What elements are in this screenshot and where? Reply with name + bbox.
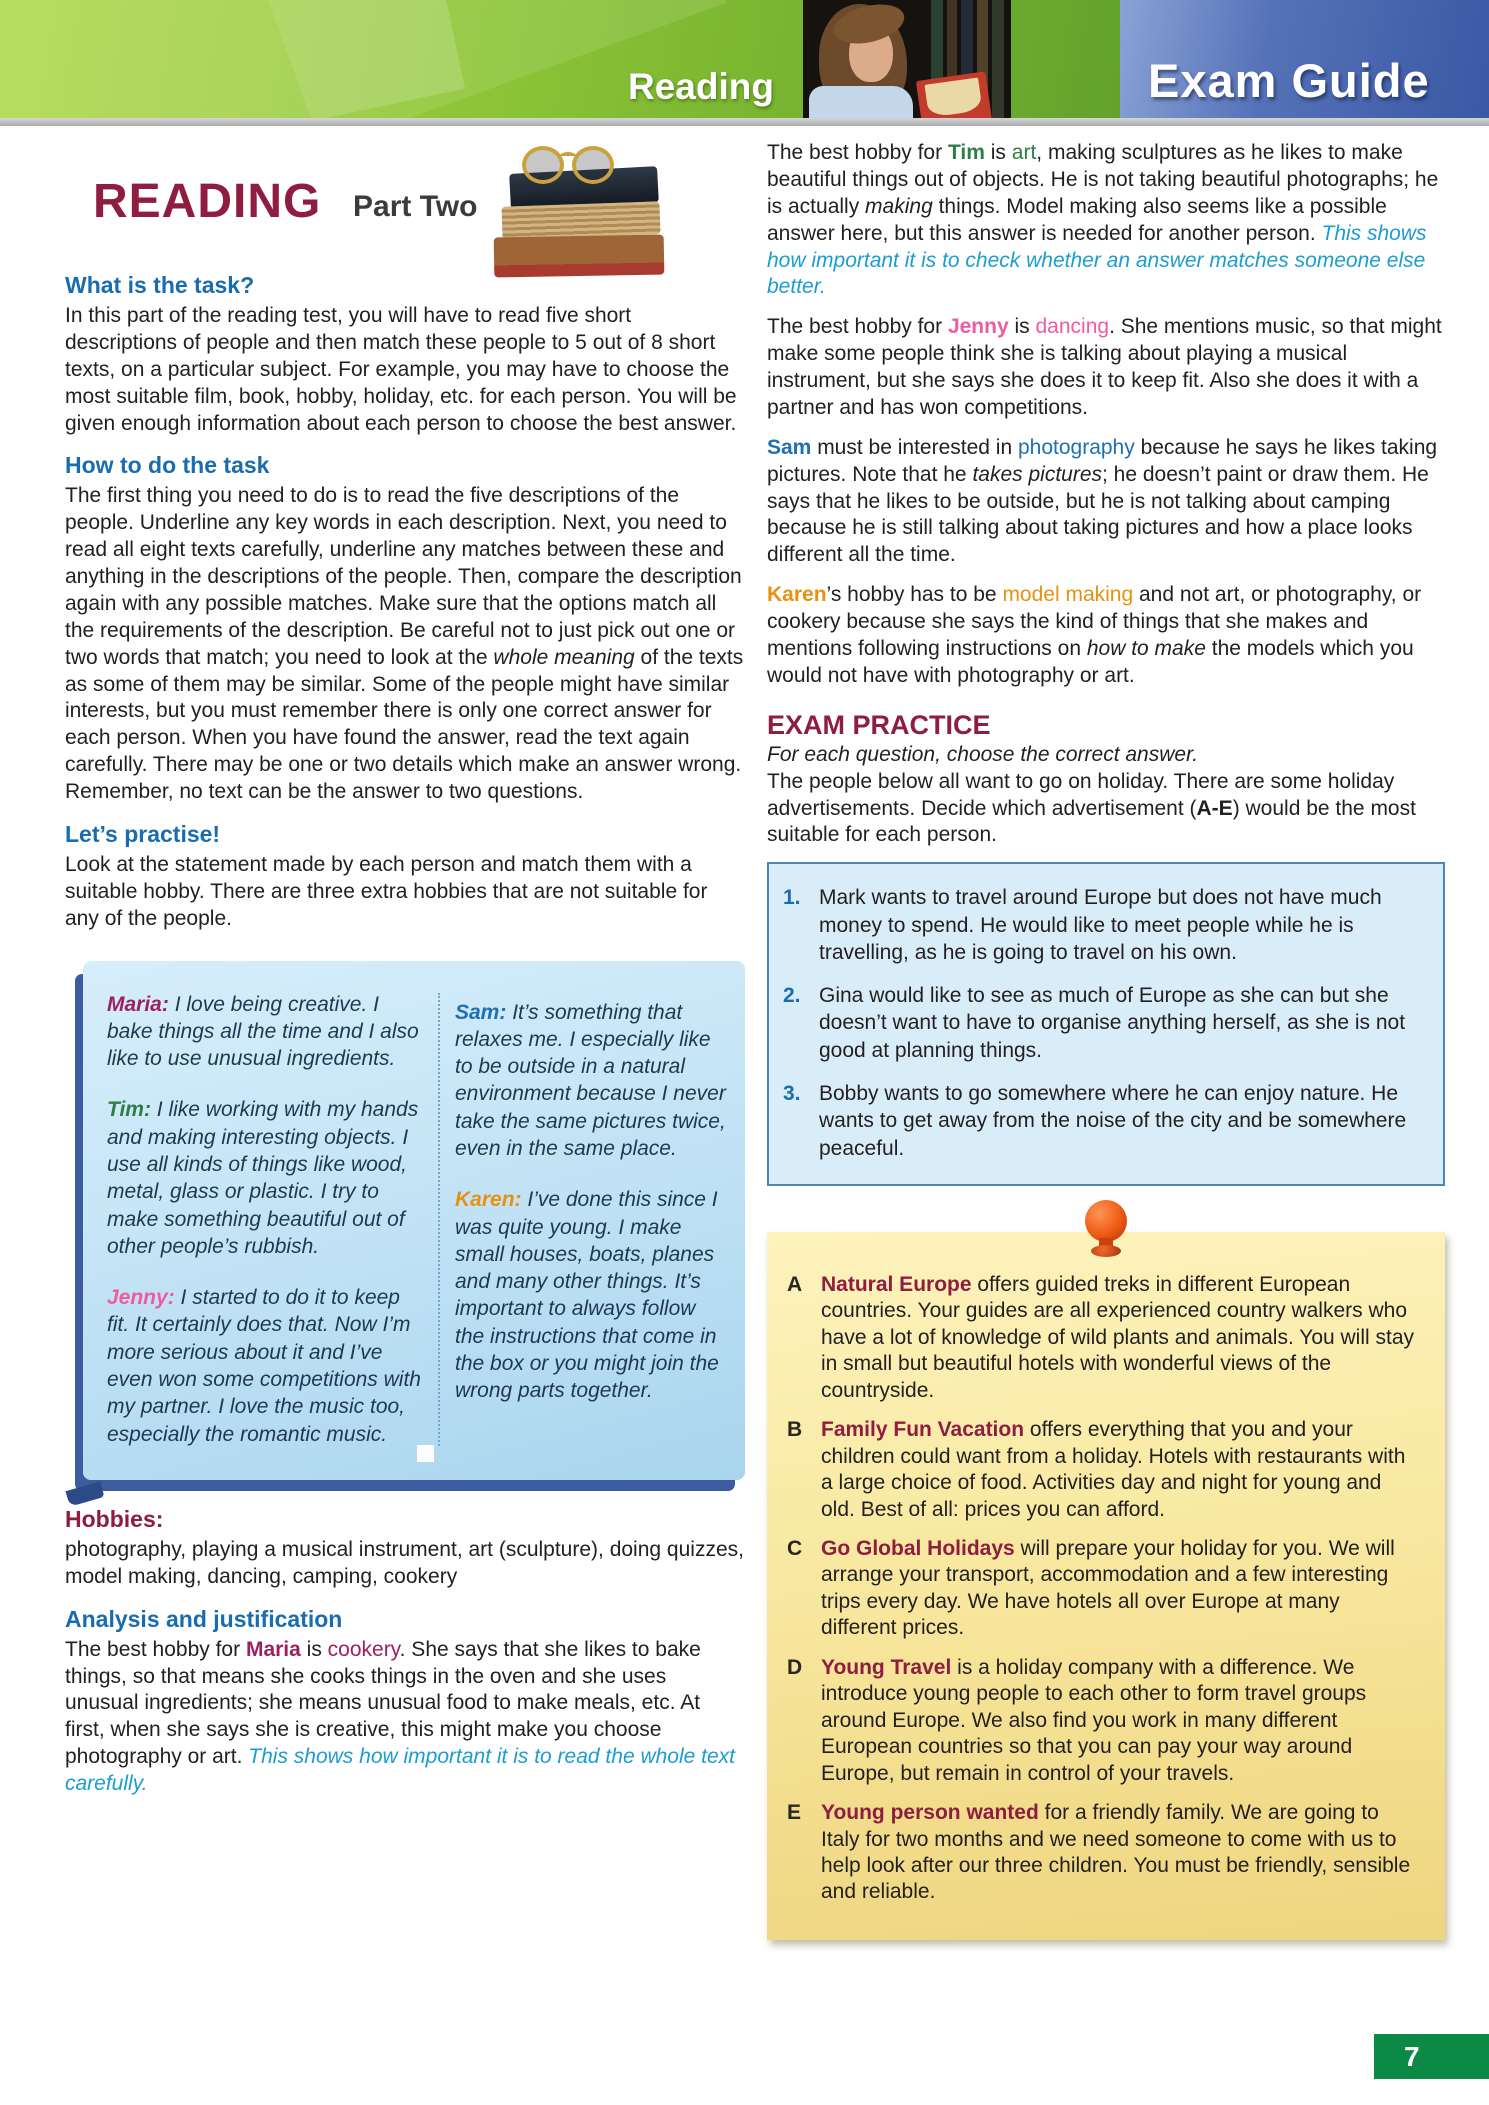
sam-statement: Sam: It’s something that relaxes me. I especially like to be outside in a natural environment because I never take the same pictures twice, even in the same place. xyxy=(455,1000,726,1160)
exam-question xyxy=(783,1080,1423,1162)
page-number: 7 xyxy=(1404,2040,1420,2072)
left-column xyxy=(65,140,745,1940)
section-label: Reading xyxy=(628,66,774,107)
exam-intro: The people below all want to go on holiday. There are some holiday advertisements. Decide which advertisement (A-E) would be the most suitable for each person. xyxy=(767,769,1416,847)
holiday-ad xyxy=(787,1536,1419,1642)
practise-paragraph: Look at the statement made by each person and match them with a suitable hobby. There are three extra hobbies that are not suitable for any of the people. xyxy=(65,852,708,930)
ad-letter: C xyxy=(787,1537,803,1560)
ad-text: Family Fun Vacation offers everything that you and your children could want from a holiday. Hotels with restaurants with a large choice of food. Activities day and night for young and old. Best of all: prices you can afford. xyxy=(821,1418,1406,1521)
speech-box xyxy=(83,961,745,1480)
holiday-ads-note-wrapper xyxy=(767,1232,1445,1940)
how-paragraph: The first thing you need to do is to read the five descriptions of the people. Underline any key words in each description. Next, you need to read all eight texts carefully, underline any matches between these and anything in the descriptions of the people. Then, compare the description again with any possible matches. Make sure that the options match all the requirements of the description. Be careful not to just pick out one or two words that match; you need to look at the whole meaning of the texts as some of them may be similar. Some of the people might have similar interests, but you must remember there is only one correct answer for each person. When you have found the answer, read the text again carefully. There may be one or two details which make an answer wrong. Remember, no text can be the answer to two questions. xyxy=(65,484,744,803)
ad-letter: A xyxy=(787,1272,803,1296)
glasses-bridge xyxy=(560,152,576,160)
practise-heading: Let’s practise! xyxy=(65,820,221,847)
exam-question xyxy=(783,982,1423,1064)
speech-column-right xyxy=(455,991,729,1448)
question-number: 3. xyxy=(783,1082,801,1106)
ad-text: Go Global Holidays will prepare your holiday for you. We will arrange your transport, accommodation and a few interesting trips every day. We have hotels all over Europe at many different prices. xyxy=(821,1537,1395,1640)
glasses-icon xyxy=(572,146,614,184)
books-stack-icon xyxy=(488,140,666,290)
tim-statement: Tim: I like working with my hands and making interesting objects. I use all kinds of things like wood, metal, glass or plastic. I try to make something beautiful out of other people’s rubbish. xyxy=(107,1098,419,1258)
analysis-heading: Analysis and justification xyxy=(65,1605,343,1632)
guide-label: Exam Guide xyxy=(1148,54,1430,107)
ad-letter: E xyxy=(787,1801,802,1825)
jenny-statement: Jenny: I started to do it to keep fit. It certainly does that. Now I’m more serious about it and I’ve even won some competitions with my partner. I love the music too, especially the romantic music. xyxy=(107,1286,421,1446)
how-heading: How to do the task xyxy=(65,452,270,479)
what-heading: What is the task? xyxy=(65,272,255,298)
glasses-icon xyxy=(522,146,564,184)
question-text: Gina would like to see as much of Europe as she can but she doesn’t want to have to organise anything herself, as she is not good at planning things. xyxy=(819,984,1406,1062)
ad-letter: B xyxy=(787,1418,803,1442)
questions-box xyxy=(767,862,1445,1186)
ad-text: Young person wanted for a friendly family. We are going to Italy for two months and we need someone to come with us to help look after our three children. You must be friendly, sensible and reliable. xyxy=(821,1801,1411,1904)
karen-analysis-paragraph: Karen’s hobby has to be model making and not art, or photography, or cookery because she says the kind of things that she makes and mentions following instructions on how to make the models which you would not have with photography or art. xyxy=(767,583,1422,687)
jenny-analysis-paragraph: The best hobby for Jenny is dancing. She mentions music, so that might make some people think she is talking about playing a musical instrument, but she says she does it to keep fit. Also she does it with a partner and has won competitions. xyxy=(767,315,1442,419)
page-number-badge xyxy=(1374,2034,1489,2079)
bookshelf-strip xyxy=(992,0,1004,118)
title-row xyxy=(65,148,745,272)
header-divider-strip xyxy=(0,118,1489,126)
ad-letter: D xyxy=(787,1655,803,1679)
dotted-divider xyxy=(438,993,440,1446)
pushpin-ball xyxy=(1085,1200,1127,1242)
woman-shirt xyxy=(809,86,913,118)
book-bottom xyxy=(494,235,665,278)
what-paragraph: In this part of the reading test, you will have to read five short descriptions of people and then match these people to 5 out of 8 short texts, on a particular subject. For example, you may have to choose the most suitable film, book, hobby, holiday, etc. for each person. You will be given enough information about each person to choose the best answer. xyxy=(65,304,737,435)
holiday-ad xyxy=(787,1272,1419,1404)
exam-practice-heading: EXAM PRACTICE xyxy=(767,709,991,740)
speech-box-wrapper xyxy=(83,961,745,1480)
open-book xyxy=(916,71,992,118)
exam-instruction: For each question, choose the correct answer. xyxy=(767,742,1199,766)
question-text: Mark wants to travel around Europe but does not have much money to spend. He would like to meet people while he is travelling, as he is going to travel on his own. xyxy=(819,886,1382,964)
analysis-paragraph: The best hobby for Maria is cookery. She says that she likes to bake things, so that means she cooks things in the oven and she uses unusual ingredients; she means unusual food to make meals, etc. At first, when she says she is creative, this might make you choose photography or art. This shows how important it is to read the whole text carefully. xyxy=(65,1637,736,1796)
karen-statement: Karen: I’ve done this since I was quite young. I make small houses, boats, planes and many other things. It’s important to always follow the instructions that come in the box or you might join the wrong parts together. xyxy=(455,1188,719,1403)
ad-text: Natural Europe offers guided treks in different European countries. Your guides are all experienced country walkers who have a lot of knowledge of wild plants and animals. You will stay in small but beautiful hotels with wonderful views of the countryside. xyxy=(821,1272,1415,1402)
page-header xyxy=(0,0,1489,118)
book-middle xyxy=(501,201,660,239)
hobbies-heading: Hobbies: xyxy=(65,1505,164,1532)
right-column xyxy=(767,140,1445,1940)
speech-column-left xyxy=(107,991,423,1448)
maria-statement: Maria: I love being creative. I bake things all the time and I also like to use unusual ingredients. xyxy=(107,992,419,1071)
pushpin-base xyxy=(1091,1245,1121,1257)
ad-text: Young Travel is a holiday company with a difference. We introduce young people to each other to form travel groups around Europe. We also find you work in many different European countries so that you can pay your way around Europe, but remain in control of your travels. xyxy=(821,1655,1367,1785)
hobbies-list: photography, playing a musical instrument, art (sculpture), doing quizzes, model making, dancing, camping, cookery xyxy=(65,1537,744,1588)
page-title: READING xyxy=(93,175,322,228)
sam-analysis-paragraph: Sam must be interested in photography because he says he likes taking pictures. Note that he takes pictures; he doesn’t paint or draw them. He says that he likes to be outside, but he is not talking about camping because he is still talking about taking pictures and how a place looks different all the time. xyxy=(767,435,1438,567)
header-blue-band xyxy=(1120,0,1489,118)
holiday-ad xyxy=(787,1655,1419,1787)
question-text: Bobby wants to go somewhere where he can enjoy nature. He wants to get away from the noise of the city and be somewhere peaceful. xyxy=(819,1082,1407,1160)
corner-square xyxy=(417,1445,434,1462)
question-number: 1. xyxy=(783,886,801,910)
holiday-ads-note xyxy=(767,1232,1445,1940)
tim-analysis-paragraph: The best hobby for Tim is art, making sculptures as he likes to make beautiful things out of objects. He is not taking beautiful photographs; he is actually making things. Model making also seems like a possible answer here, but this answer is needed for another person. This shows how important it is to check whether an answer matches someone else better. xyxy=(767,141,1439,299)
woman-reading-photo xyxy=(803,0,1011,118)
exam-question xyxy=(783,884,1423,966)
pushpin-icon xyxy=(1083,1200,1129,1257)
part-subtitle: Part Two xyxy=(353,190,478,223)
page-content xyxy=(0,126,1489,1940)
holiday-ad xyxy=(787,1800,1419,1906)
question-number: 2. xyxy=(783,984,801,1008)
holiday-ad xyxy=(787,1417,1419,1523)
